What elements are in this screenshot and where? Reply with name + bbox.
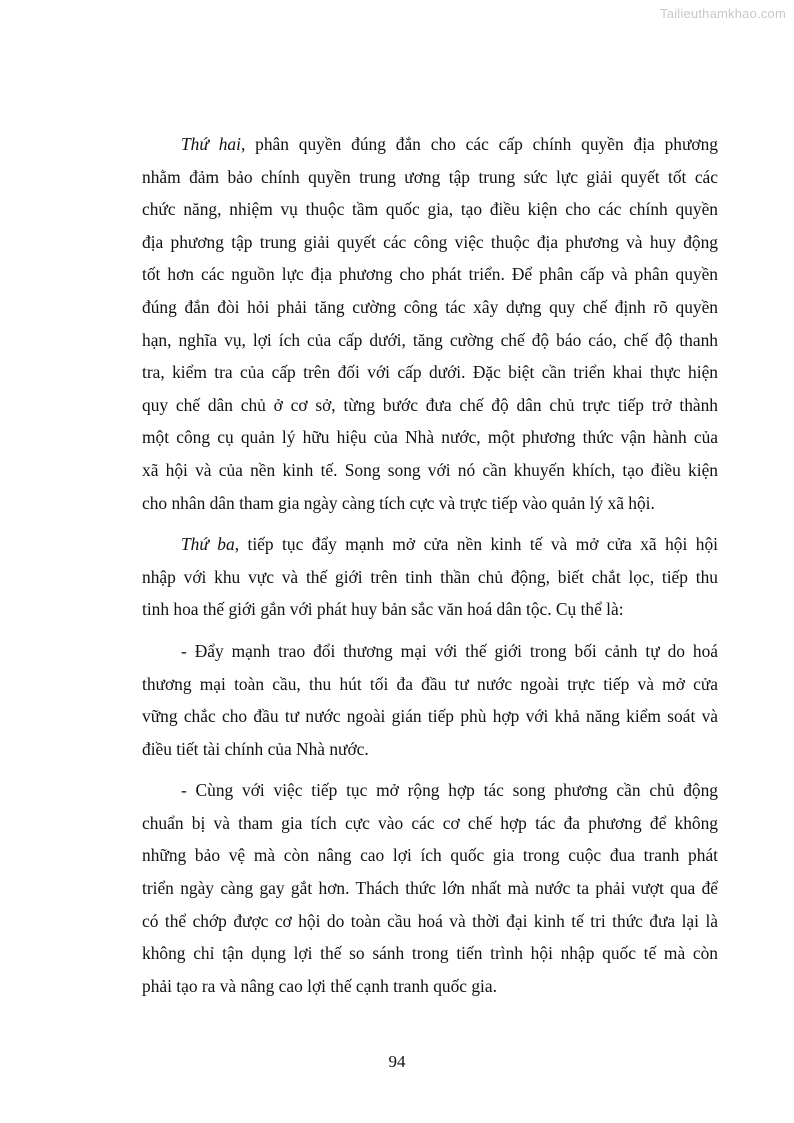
text-line: chức năng, nhiệm vụ thuộc tầm quốc gia, tạo điều kiện cho các chính quyền: [142, 199, 718, 220]
text-line: Thứ ba, tiếp tục đẩy mạnh mở cửa nền kinh tế và mở cửa xã hội hội: [181, 534, 718, 555]
text-line: - Cùng với việc tiếp tục mở rộng hợp tác song phương cần chủ động: [181, 780, 718, 801]
paragraph-bullet-cooperation: [142, 774, 718, 1002]
text-line: tra, kiểm tra của cấp trên đối với cấp dưới. Đặc biệt cần triển khai thực hiện: [142, 362, 718, 383]
text-line: nhập với khu vực và thế giới trên tinh thần chủ động, biết chắt lọc, tiếp thu: [142, 566, 718, 587]
text-line: nhằm đảm bảo chính quyền trung ương tập trung sức lực giải quyết tốt các: [142, 166, 718, 187]
paragraph-bullet-trade: [142, 635, 718, 765]
watermark: Tailieuthamkhao.com: [660, 6, 786, 21]
text-line: cho nhân dân tham gia ngày càng tích cực và trực tiếp vào quản lý xã hội.: [142, 492, 655, 513]
text-line: thương mại toàn cầu, thu hút tối đa đầu tư nước ngoài trực tiếp và mở cửa: [142, 673, 718, 694]
text-line: địa phương tập trung giải quyết các công việc thuộc địa phương và huy động: [142, 231, 718, 252]
text-line: tốt hơn các nguồn lực địa phương cho phát triển. Để phân cấp và phân quyền: [142, 264, 718, 285]
text-line: vững chắc cho đầu tư nước ngoài gián tiếp phù hợp với khả năng kiểm soát và: [142, 706, 718, 727]
text-line: xã hội và của nền kinh tế. Song song với nó cần khuyến khích, tạo điều kiện: [142, 459, 718, 480]
text-line: có thể chớp được cơ hội do toàn cầu hoá và thời đại kinh tế tri thức đưa lại là: [142, 910, 718, 931]
page-number: 94: [388, 1052, 406, 1071]
italic-lead: Thứ ba: [181, 534, 235, 555]
paragraph-thu-ba: [142, 528, 718, 626]
text-line: những bảo vệ mà còn nâng cao lợi ích quốc gia trong cuộc đua tranh phát: [142, 845, 718, 866]
text-line: phải tạo ra và nâng cao lợi thế cạnh tranh quốc gia.: [142, 975, 497, 996]
text-line: Thứ hai, phân quyền đúng đắn cho các cấp chính quyền địa phương: [181, 134, 718, 154]
text-line: triển ngày càng gay gắt hơn. Thách thức lớn nhất mà nước ta phải vượt qua để: [142, 878, 718, 899]
italic-lead: Thứ hai: [181, 134, 241, 154]
text-line: điều tiết tài chính của Nhà nước.: [142, 738, 369, 759]
text-line: hạn, nghĩa vụ, lợi ích của cấp dưới, tăng cường chế độ báo cáo, chế độ thanh: [142, 329, 718, 350]
paragraph-thu-hai: [142, 128, 718, 519]
text-line: tinh hoa thế giới gắn với phát huy bản sắc văn hoá dân tộc. Cụ thể là:: [142, 599, 624, 620]
text-line: đúng đắn đòi hỏi phải tăng cường công tác xây dựng quy chế định rõ quyền: [142, 296, 718, 317]
document-body: [142, 128, 718, 1002]
text-line: một công cụ quản lý hữu hiệu của Nhà nước, một phương thức vận hành của: [142, 427, 718, 448]
text-line: quy chế dân chủ ở cơ sở, từng bước đưa chế độ dân chủ trực tiếp trở thành: [142, 394, 718, 415]
text-line: chuẩn bị và tham gia tích cực vào các cơ chế hợp tác đa phương để không: [142, 812, 718, 833]
text-line: - Đẩy mạnh trao đổi thương mại với thế giới trong bối cảnh tự do hoá: [181, 640, 718, 661]
text-line: không chỉ tận dụng lợi thế so sánh trong tiến trình hội nhập quốc tế mà còn: [142, 943, 718, 964]
